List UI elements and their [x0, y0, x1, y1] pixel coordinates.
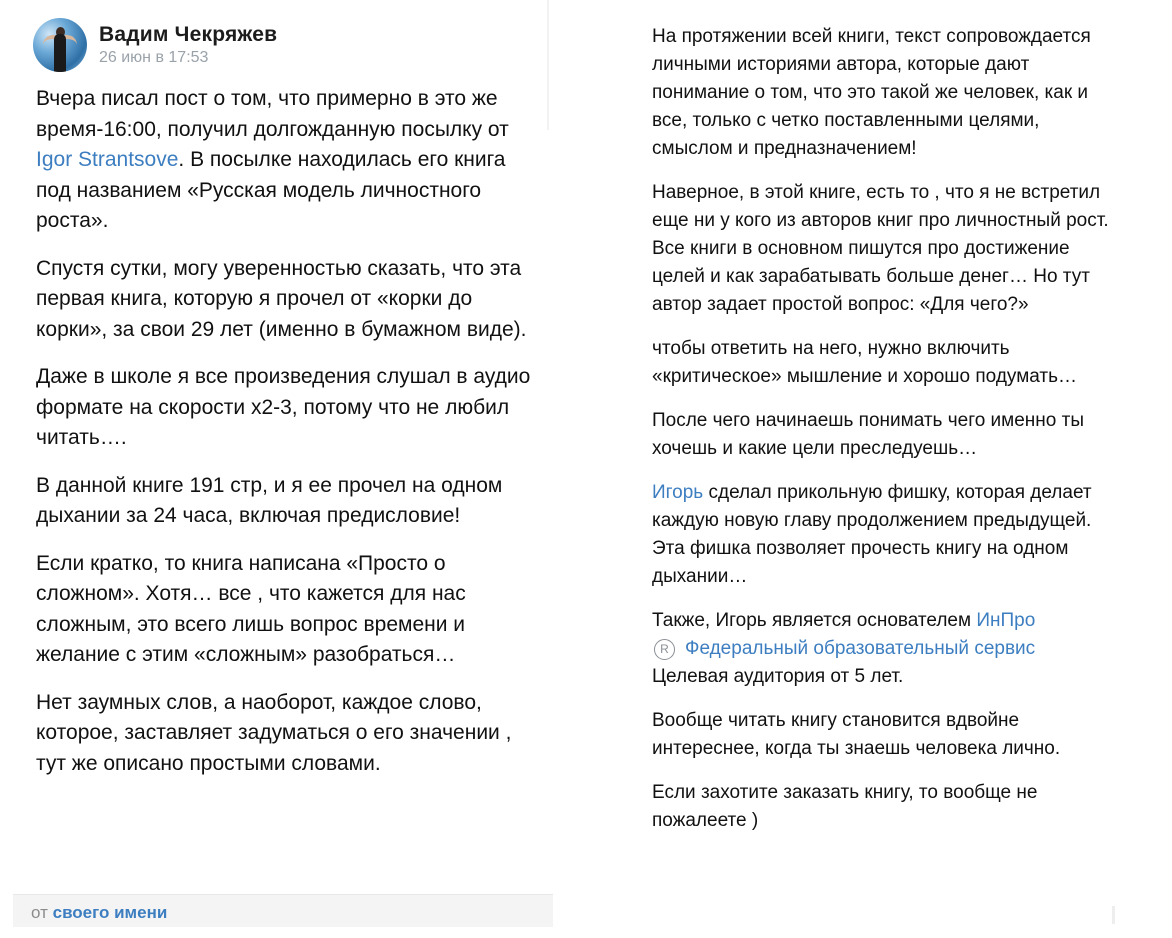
- footer-prefix: от: [31, 903, 48, 922]
- post-header: [33, 15, 277, 75]
- paragraph-text: Вчера писал пост о том, что примерно в это же время-16:00, получил долгожданную посылку от: [36, 87, 509, 141]
- author-block: [99, 23, 277, 67]
- registered-icon: R: [654, 639, 675, 660]
- column-divider: [547, 0, 549, 130]
- footer-text: [31, 903, 167, 923]
- mention-link-igor[interactable]: Игорь: [652, 482, 704, 503]
- paragraph-text: . В посылке находилась его книга под названием «Русская модель личностного роста».: [36, 148, 506, 232]
- link-federal-education-service[interactable]: Федеральный образовательный сервис: [685, 638, 1036, 659]
- paragraph-12: [652, 607, 1122, 691]
- scrollbar-mark[interactable]: [1112, 906, 1115, 924]
- paragraph-4: В данной книге 191 стр, и я ее прочел на одном дыхании за 24 часа, включая предисловие!: [36, 473, 503, 527]
- paragraph-6: Нет заумных слов, а наоборот, каждое слово, которое, заставляет задуматься о его значении , тут же описано простыми словами.: [36, 690, 512, 775]
- paragraph-text: Также, Игорь является основателем: [652, 610, 977, 631]
- mention-link-igor-strantsove[interactable]: Igor Strantsove: [36, 148, 179, 171]
- paragraph-7: На протяжении всей книги, текст сопровождается личными историями автора, которые дают понимание о том, что это такой же человек, как и все, только с четко поставленными целями, смыслом и предназначением!: [652, 26, 1091, 159]
- post-timestamp[interactable]: 26 июн в 17:53: [99, 49, 209, 66]
- paragraph-text: Целевая аудитория от 5 лет.: [652, 666, 904, 687]
- avatar[interactable]: [33, 18, 87, 72]
- avatar-figure-shape: [54, 34, 66, 72]
- post-left-column: [0, 0, 560, 938]
- post-continuation-body: [652, 23, 1122, 835]
- paragraph-10: После чего начинаешь понимать чего именно ты хочешь и какие цели преследуешь…: [652, 410, 1084, 459]
- paragraph-2: Спустя сутки, могу уверенностью сказать, что эта первая книга, которую я прочел от «корки до корки», за свои 29 лет (именно в бумажном виде).: [36, 256, 527, 341]
- post-right-column: [612, 0, 1172, 938]
- paragraph-1: [36, 84, 546, 237]
- mention-link-inpro[interactable]: ИнПро: [976, 610, 1036, 631]
- paragraph-11: [652, 479, 1122, 591]
- paragraph-8: Наверное, в этой книге, есть то , что я не встретил еще ни у кого из авторов книг про личностный рост. Все книги в основном пишутся про достижение целей и как зарабатывать больше денег… Но тут автор задает простой вопрос: «Для чего?»: [652, 182, 1109, 315]
- paragraph-9: чтобы ответить на него, нужно включить «критическое» мышление и хорошо подумать…: [652, 338, 1078, 387]
- footer-on-behalf-link[interactable]: своего имени: [52, 903, 168, 922]
- author-name[interactable]: Вадим Чекряжев: [99, 23, 278, 46]
- paragraph-3: Даже в школе я все произведения слушал в аудио формате на скорости х2-3, потому что не любил читать….: [36, 365, 531, 449]
- paragraph-5: Если кратко, то книга написана «Просто о сложном». Хотя… все , что кажется для нас сложным, это всего лишь вопрос времени и желание с этим «сложным» разобраться…: [36, 551, 466, 666]
- paragraph-14: Если захотите заказать книгу, то вообще не пожалеете ): [652, 782, 1038, 831]
- paragraph-13: Вообще читать книгу становится вдвойне интереснее, когда ты знаешь человека лично.: [652, 710, 1061, 759]
- post-body: [36, 84, 546, 779]
- paragraph-text: сделал прикольную фишку, которая делает каждую новую главу продолжением предыдущей. Эта фишка позволяет прочесть книгу на одном дыхании…: [652, 482, 1092, 587]
- post-author-footer: [13, 894, 553, 927]
